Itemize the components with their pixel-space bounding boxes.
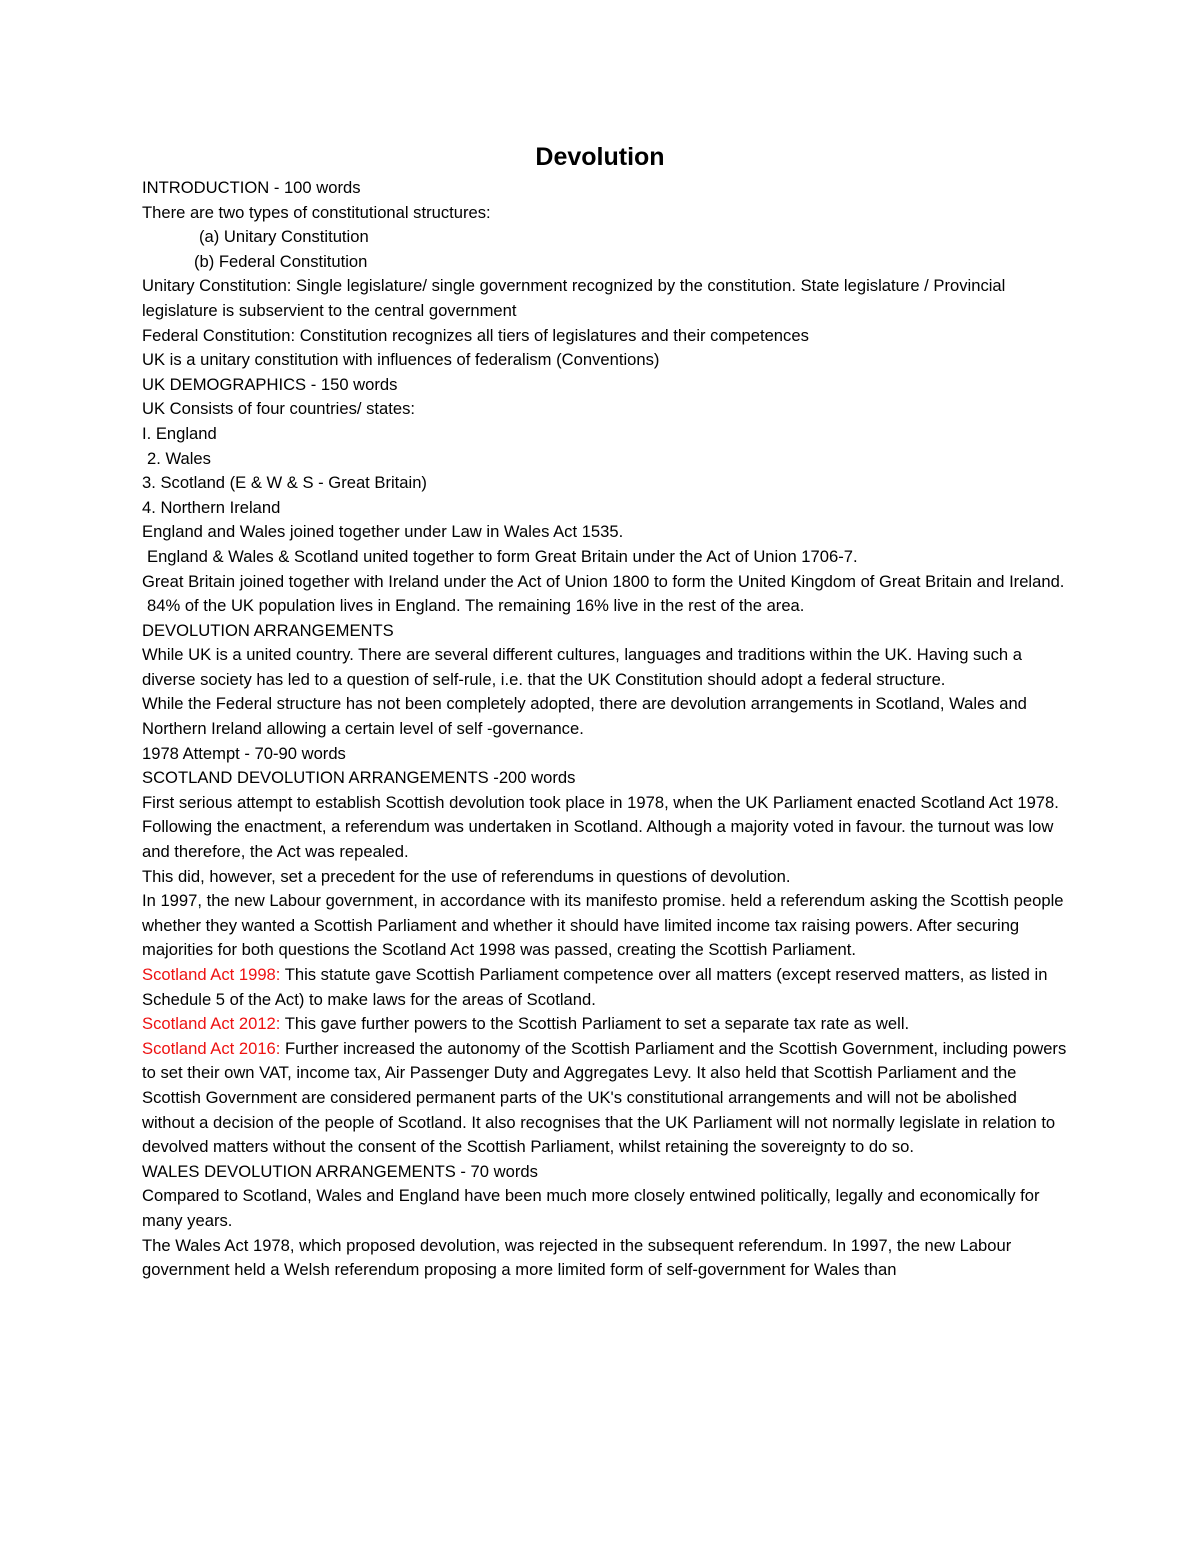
paragraph: There are two types of constitutional structures:	[142, 202, 491, 222]
section-heading-scotland: SCOTLAND DEVOLUTION ARRANGEMENTS -200 words	[142, 768, 576, 788]
paragraph: While the Federal structure has not been completely adopted, there are devolution arrangements in Scotland, Wales and Northern Ireland allowing a certain level of self -governance.	[142, 694, 1027, 739]
paragraph: Great Britain joined together with Ireland under the Act of Union 1800 to form the United Kingdom of Great Britain and Ireland.	[142, 571, 1065, 591]
act-text-2012: This gave further powers to the Scottish Parliament to set a separate tax rate as well.	[280, 1014, 910, 1034]
section-heading-wales: WALES DEVOLUTION ARRANGEMENTS - 70 words	[142, 1161, 538, 1181]
paragraph: The Wales Act 1978, which proposed devolution, was rejected in the subsequent referendum. In 1997, the new Labour government held a Welsh referendum proposing a more limited form of self-government for Wales than	[142, 1235, 1012, 1280]
act-label-2012: Scotland Act 2012:	[142, 1014, 281, 1034]
document-body	[142, 176, 1067, 1283]
paragraph: England and Wales joined together under Law in Wales Act 1535.	[142, 522, 624, 542]
paragraph: This did, however, set a precedent for the use of referendums in questions of devolution.	[142, 866, 791, 886]
paragraph: Federal Constitution: Constitution recognizes all tiers of legislatures and their competences	[142, 325, 809, 345]
act-label-1998: Scotland Act 1998:	[142, 965, 281, 984]
list-item-northern-ireland: 4. Northern Ireland	[142, 497, 281, 517]
document-title: Devolution	[535, 143, 665, 171]
act-paragraph-1998	[142, 963, 1067, 1012]
act-paragraph-2012	[142, 1012, 1067, 1037]
list-item-scotland: 3. Scotland (E & W & S - Great Britain)	[142, 473, 427, 493]
list-item-wales: 2. Wales	[147, 448, 211, 468]
paragraph: Compared to Scotland, Wales and England have been much more closely entwined politically, legally and economically for many years.	[142, 1186, 1040, 1230]
paragraph: Following the enactment, a referendum was undertaken in Scotland. Although a majority voted in favour. the turnout was low and therefore, the Act was repealed.	[142, 817, 1054, 862]
section-heading-1978-attempt: 1978 Attempt - 70-90 words	[142, 743, 346, 763]
act-text-2016: Further increased the autonomy of the Scottish Parliament and the Scottish Government, including powers to set their own VAT, income tax, Air Passenger Duty and Aggregates Levy. It also held that Scottish Parliament and the Scottish Government are considered permanent parts of the UK's constitutional arrangements and will not be abolished without a decision of the people of Scotland. It also recognises that the UK Parliament will not normally legislate in relation to devolved matters without the consent of the Scottish Parliament, whilst retaining the sovereignty to do so.	[142, 1038, 1067, 1157]
list-item-england: I. England	[142, 423, 217, 443]
paragraph: UK Consists of four countries/ states:	[142, 399, 415, 419]
act-label-2016: Scotland Act 2016:	[142, 1038, 281, 1058]
paragraph: UK is a unitary constitution with influences of federalism (Conventions)	[142, 350, 660, 370]
paragraph: In 1997, the new Labour government, in accordance with its manifesto promise. held a referendum asking the Scottish people whether they wanted a Scottish Parliament and whether it should have limited income tax raising powers. After securing majorities for both questions the Scotland Act 1998 was passed, creating the Scottish Parliament.	[142, 891, 1064, 960]
section-heading-devolution: DEVOLUTION ARRANGEMENTS	[142, 620, 394, 640]
paragraph: England & Wales & Scotland united together to form Great Britain under the Act of Union 1706-7.	[147, 546, 858, 566]
act-text-1998: This statute gave Scottish Parliament competence over all matters (except reserved matters, as listed in Schedule 5 of the Act) to make laws for the areas of Scotland.	[142, 965, 1048, 1009]
paragraph: First serious attempt to establish Scottish devolution took place in 1978, when the UK Parliament enacted Scotland Act 1978.	[142, 792, 1059, 812]
paragraph: While UK is a united country. There are several different cultures, languages and traditions within the UK. Having such a diverse society has led to a question of self-rule, i.e. that the UK Constitution should adopt a federal structure.	[142, 645, 1022, 689]
list-item-federal: (b) Federal Constitution	[194, 251, 368, 271]
section-heading-introduction: INTRODUCTION - 100 words	[142, 178, 361, 197]
paragraph: Unitary Constitution: Single legislature/ single government recognized by the constitution. State legislature / Provincial legislature is subservient to the central government	[142, 276, 1006, 320]
act-paragraph-2016	[142, 1037, 1067, 1160]
section-heading-demographics: UK DEMOGRAPHICS - 150 words	[142, 374, 398, 394]
list-item-unitary: (a) Unitary Constitution	[199, 227, 369, 247]
paragraph: 84% of the UK population lives in England. The remaining 16% live in the rest of the area.	[147, 596, 805, 616]
